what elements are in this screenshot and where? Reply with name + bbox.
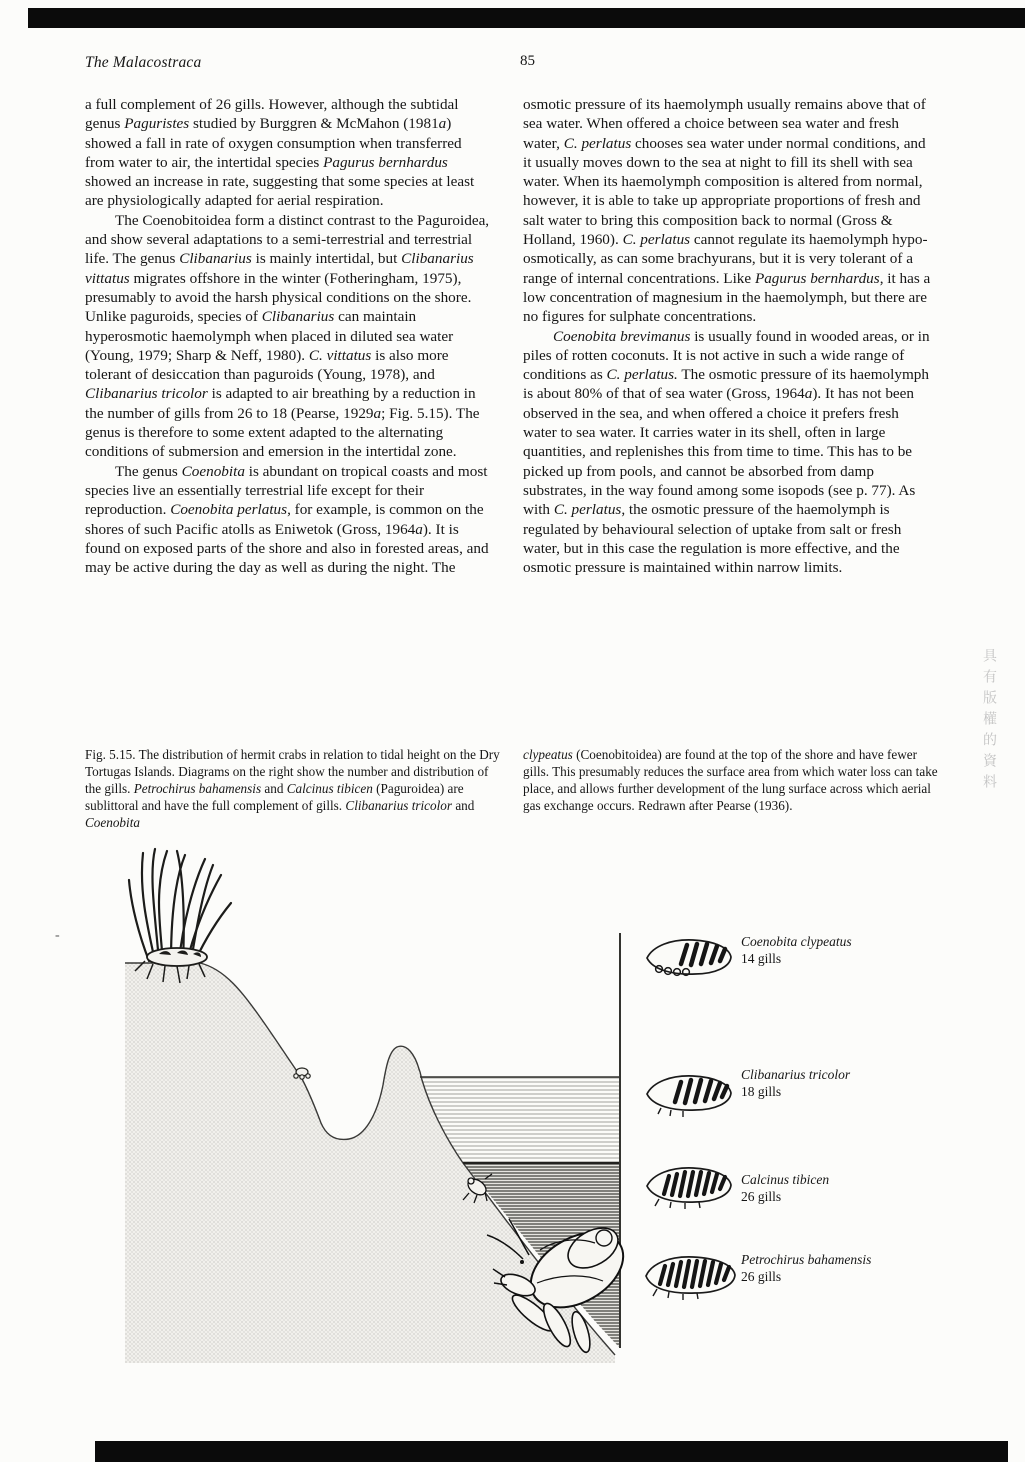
right-text-column: [523, 95, 931, 577]
gill-count: 26 gills: [741, 1269, 782, 1284]
scan-artifact-bar-bottom: [95, 1441, 1008, 1462]
figure-label: [741, 1066, 916, 1100]
copyright-watermark: 具有版權的資料: [981, 648, 997, 795]
gill-count: 18 gills: [741, 1084, 782, 1099]
species-name: Calcinus tibicen: [741, 1172, 830, 1187]
shore-profile-figure: [125, 845, 625, 1375]
left-text-column: [85, 95, 493, 577]
paragraph: The genus Coenobita is abundant on tropical coasts and most species live an essentially terrestrial life except for their reproduction. Coenobita perlatus, for example, is common on the shores of such Pacific atolls as Eniwetok (Gross, 1964a). It is found on exposed parts of the shore and also in forested areas, and may be active during the day as well as during the night. The: [85, 462, 489, 577]
figure-label: [741, 1251, 916, 1285]
figure-caption-left: Fig. 5.15. The distribution of hermit crabs in relation to tidal height on the Dry Tortugas Islands. Diagrams on the right show the number and distribution of the gills. Petrochirus bahamensis and Calcinus tibicen (Paguroidea) are sublittoral and have the full complement of gills. Clibanarius tricolor and Coenobita: [85, 747, 500, 830]
page-number: 85: [520, 53, 535, 69]
scan-artifact-bar-top: [28, 8, 1025, 28]
paragraph: osmotic pressure of its haemolymph usually remains above that of sea water. When offered a choice between sea water and fresh water, C. perlatus chooses sea water under normal conditions, and it usually moves down to the sea at night to fill its shell with sea water. When its haemolymph composition is altered from normal, however, it is able to take up appropriate proportions of fresh and salt water to bring this composition back to normal (Gross & Holland, 1960). C. perlatus cannot regulate its haemolymph hypo-osmotically, as can some brachyurans, but it is very tolerant of a range of internal concentrations. Like Pagurus bernhardus, it has a low concentration of magnesium in the haemolymph, but there are no figures for sulphate concentrations.: [523, 96, 931, 326]
margin-mark: -: [55, 928, 60, 943]
gill-diagram-clibanarius-tricolor: [643, 1066, 738, 1118]
species-name: Petrochirus bahamensis: [741, 1252, 872, 1267]
gill-diagram-petrochirus-bahamensis: [643, 1248, 738, 1300]
gill-diagram-calcinus-tibicen: [643, 1158, 738, 1210]
figure-caption-right: clypeatus (Coenobitoidea) are found at the top of the shore and have fewer gills. This presumably reduces the surface area from which water loss can take place, and allows further development of the lung surface across which aerial gas exchange occurs. Redrawn after Pearse (1936).: [523, 747, 938, 813]
gill-count: 14 gills: [741, 951, 782, 966]
paragraph: a full complement of 26 gills. However, although the subtidal genus Paguristes studied by Burggren & McMahon (1981a) showed a fall in rate of oxygen consumption when transferred from water to air, the intertidal species Pagurus bernhardus showed an increase in rate, suggesting that some species at least are physiologically adapted for aerial respiration.: [85, 96, 475, 210]
gill-diagram-coenobita-clypeatus: [643, 930, 738, 982]
species-name: Coenobita clypeatus: [741, 934, 852, 949]
paragraph: The Coenobitoidea form a distinct contrast to the Paguroidea, and show several adaptations to a semi-terrestrial and terrestrial life. The genus Clibanarius is mainly intertidal, but Clibanarius vittatus migrates offshore in the winter (Fotheringham, 1975), presumably to avoid the harsh physical conditions on the shore. Unlike paguroids, species of Clibanarius can maintain hyperosmotic haemolymph when placed in diluted sea water (Young, 1979; Sharp & Neff, 1980). C. vittatus is also more tolerant of desiccation than paguroids (Young, 1978), and Clibanarius tricolor is adapted to air breathing by a reduction in the number of gills from 26 to 18 (Pearse, 1929a; Fig. 5.15). The genus is therefore to some extent adapted to the alternating conditions of submersion and emersion in the intertidal zone.: [85, 211, 490, 461]
figure-label: [741, 933, 916, 967]
paragraph: Coenobita brevimanus is usually found in wooded areas, or in piles of rotten coconuts. It is not active in such a wide range of conditions as C. perlatus. The osmotic pressure of its haemolymph is about 80% of that of sea water (Gross, 1964a). It has not been observed in the sea, and when offered a choice it prefers fresh water to sea water. It carries water in its shell, often in large quantities, and replenishes this from time to time. This has to be picked up from pools, and cannot be absorbed from damp substrates, in the way found among some isopods (see p. 77). As with C. perlatus, the osmotic pressure of the haemolymph is regulated by behavioural selection of uptake from salt or fresh water, but in this case the regulation is more effective, and the osmotic pressure is maintained within narrow limits.: [523, 327, 930, 577]
figure-label: [741, 1171, 916, 1205]
species-name: Clibanarius tricolor: [741, 1067, 851, 1082]
running-head-title: The Malacostraca: [85, 54, 202, 71]
gill-count: 26 gills: [741, 1189, 782, 1204]
grass-tuft: [129, 849, 231, 961]
